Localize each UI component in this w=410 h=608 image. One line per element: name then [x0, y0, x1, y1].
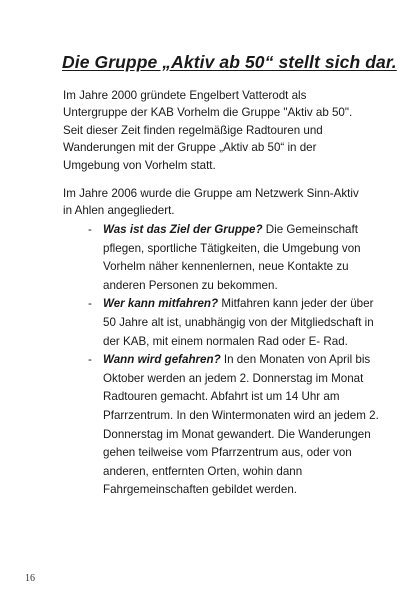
page-title: Die Gruppe „Aktiv ab 50“ stellt sich dar. — [62, 52, 397, 72]
faq-answer-goal: Die Gemeinschaft pflegen, sportliche Tätigkeiten, die Umgebung von Vorhelm näher kennenlernen, neue Kontakte zu anderen Personen zu bekommen. — [103, 223, 361, 292]
paragraph-intro: Im Jahre 2000 gründete Engelbert Vatterodt als Untergruppe der KAB Vorhelm die Gruppe "Aktiv ab 50". Seit dieser Zeit finden regelmäßige Radtouren und Wanderungen mit der Gruppe „Aktiv ab 50“ in der Umgebung von Vorhelm statt. — [63, 89, 353, 172]
bullet-dash: - — [88, 297, 92, 311]
faq-item-when — [89, 351, 379, 500]
faq-item-goal — [89, 221, 379, 295]
paragraph-network: Im Jahre 2006 wurde die Gruppe am Netzwerk Sinn-Aktiv in Ahlen angegliedert. — [63, 187, 359, 218]
faq-list — [89, 221, 379, 500]
bullet-dash: - — [88, 223, 92, 236]
faq-question-when: Wann wird gefahren? — [103, 353, 221, 367]
faq-answer-who: Mitfahren kann jeder der über 50 Jahre alt ist, unabhängig von der Mitgliedschaft in der KAB, mit einem normalen Rad oder E- Rad. — [103, 297, 374, 348]
faq-answer-when: In den Monaten von April bis Oktober werden an jedem 2. Donnerstag im Monat Radtouren gemacht. Abfahrt ist um 14 Uhr am Pfarrzentrum. In den Wintermonaten wird an jedem 2. Donnerstag im Monat gewandert. Die Wanderungen gehen teilweise vom Pfarrzentrum aus, oder von anderen, entfernten Orten, wohin dann Fahrgemeinschaften gebildet werden. — [103, 353, 379, 497]
bullet-dash: - — [88, 353, 92, 367]
faq-question-who: Wer kann mitfahren? — [103, 297, 219, 311]
faq-question-goal: Was ist das Ziel der Gruppe? — [103, 223, 263, 236]
page-number: 16 — [25, 573, 35, 584]
faq-item-who — [89, 295, 379, 351]
